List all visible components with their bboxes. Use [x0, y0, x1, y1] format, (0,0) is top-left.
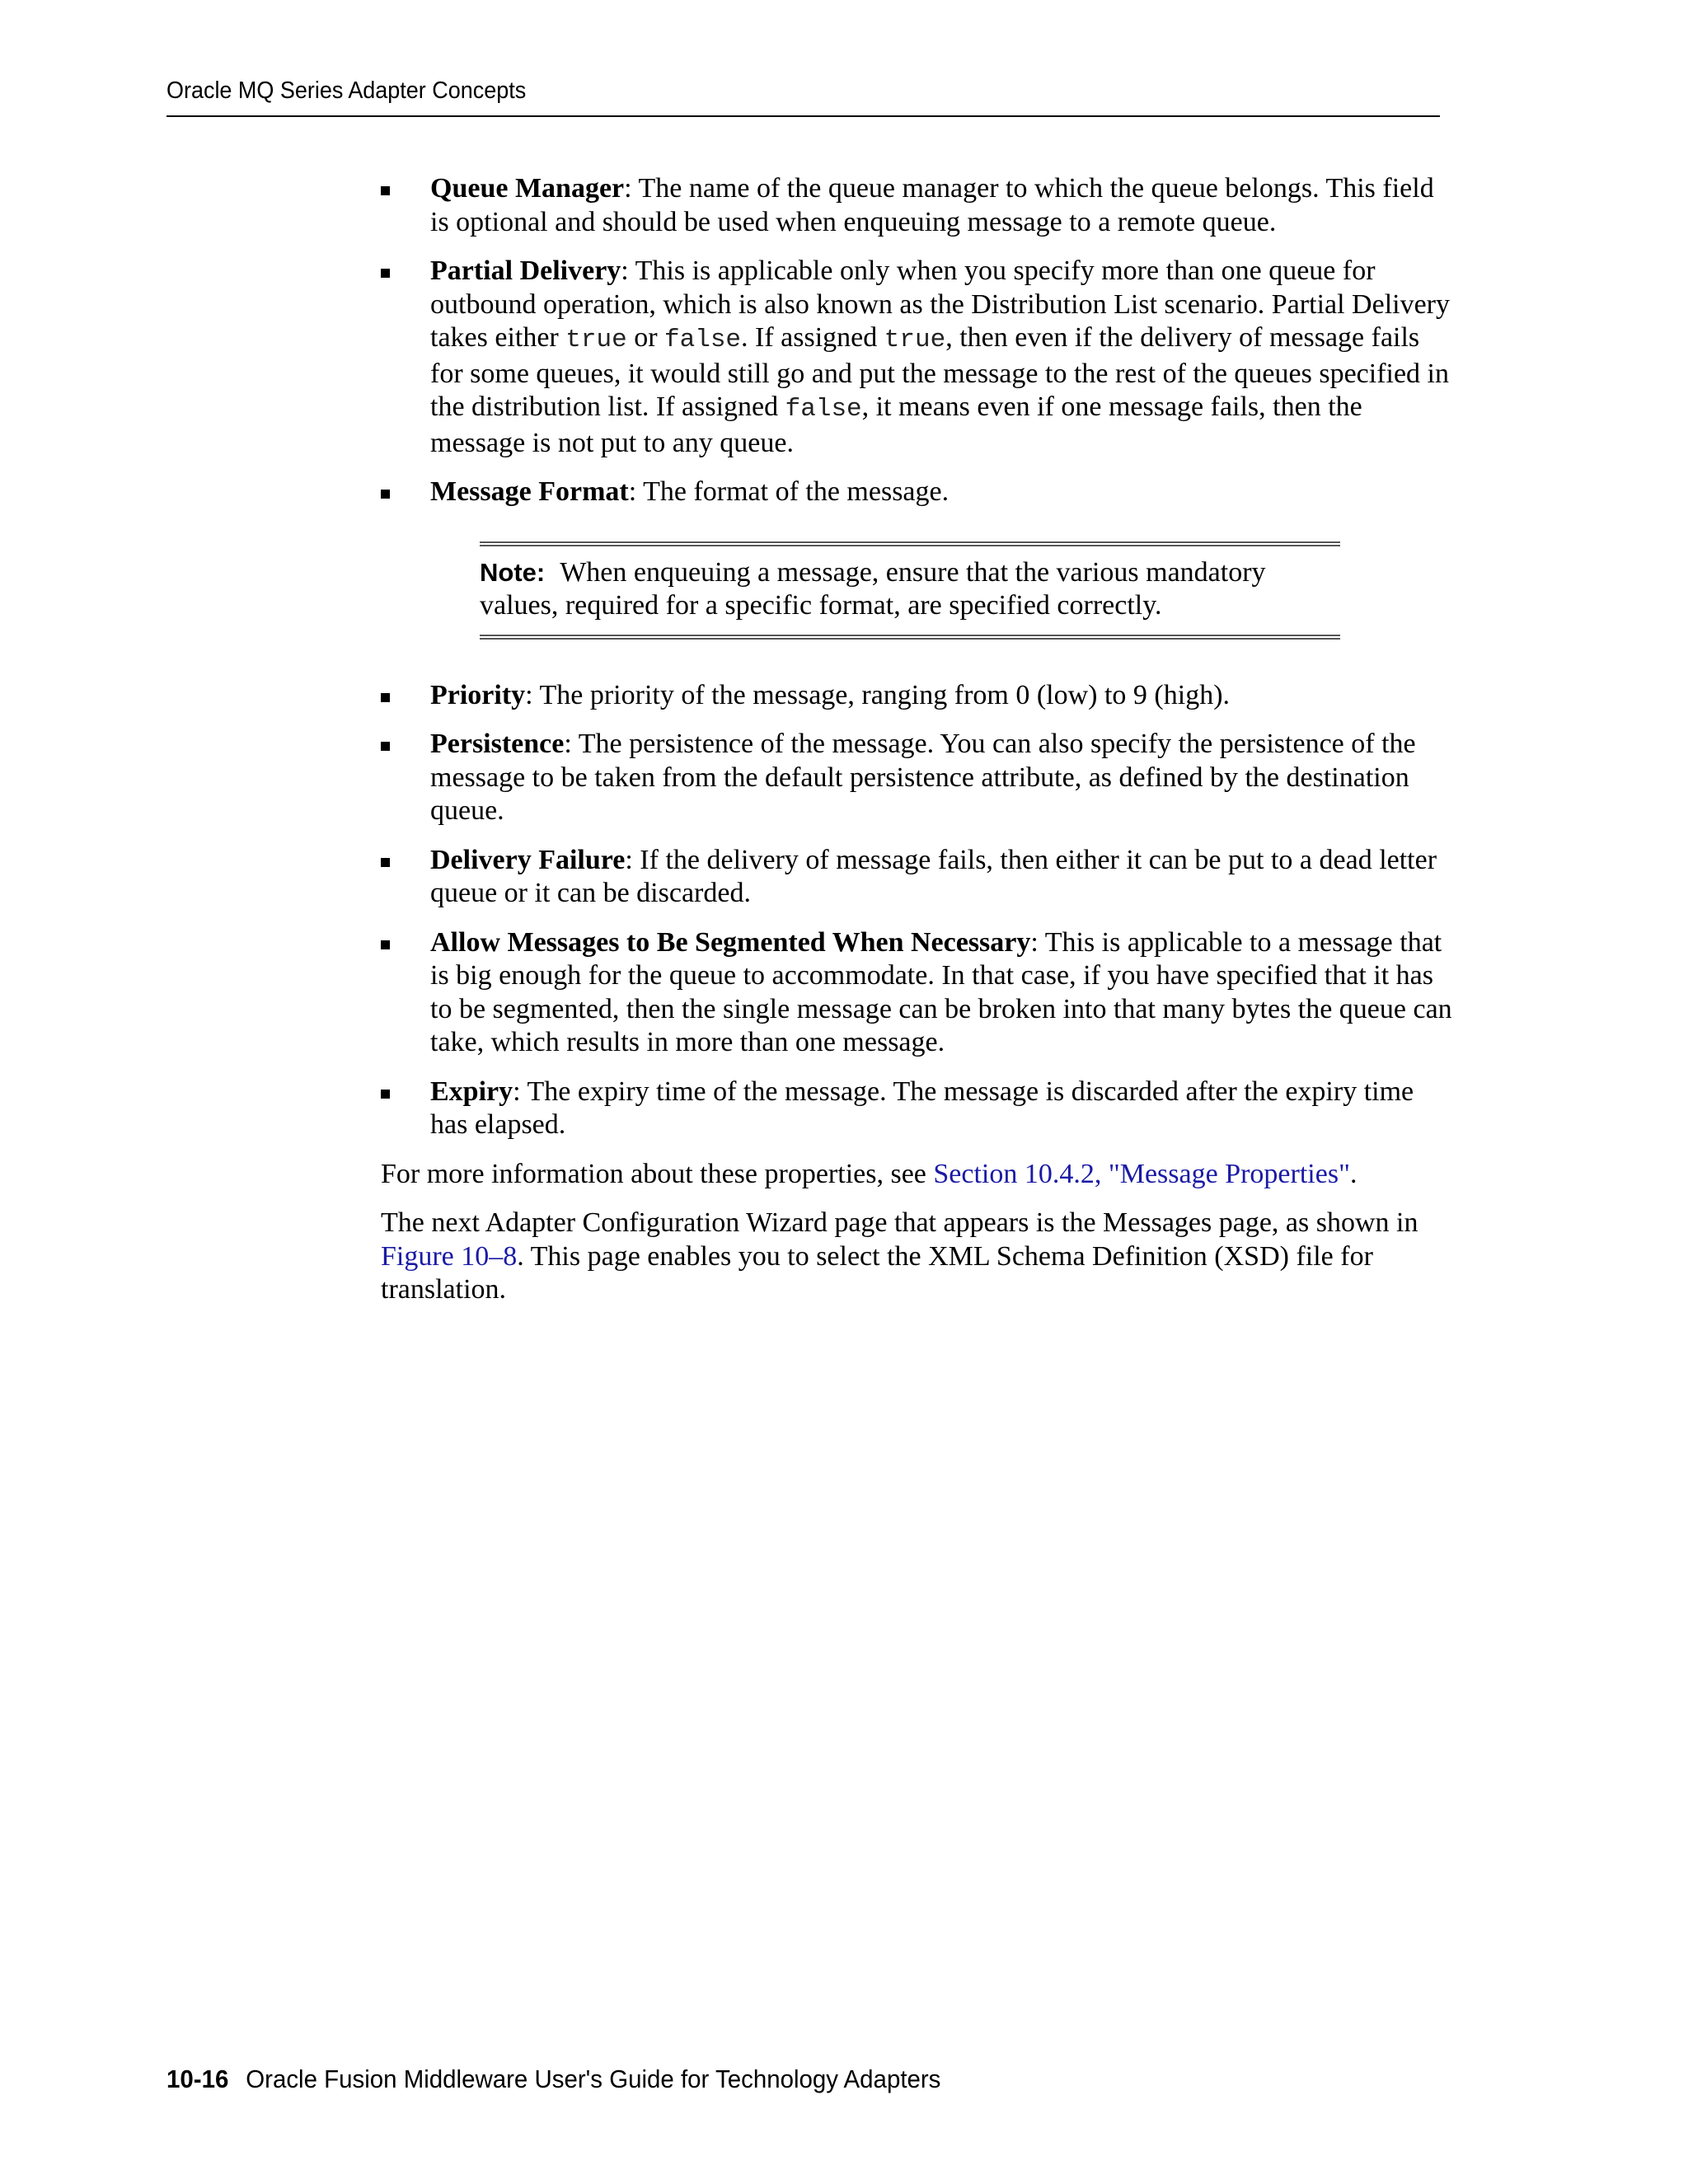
- term-partial-delivery: Partial Delivery: [430, 255, 621, 286]
- square-bullet-icon: [381, 490, 390, 499]
- list-item: [381, 1076, 1452, 1142]
- desc-text: , then even if the delivery of message fails for some queues, it would still go and put the message to the rest of the queues specified in the distribution list. If assigned: [430, 322, 1450, 422]
- para-text: .: [1349, 1158, 1357, 1189]
- note-box: [480, 541, 1340, 640]
- term-persistence: Persistence: [430, 729, 565, 759]
- figure-link[interactable]: Figure 10–8: [381, 1240, 518, 1272]
- square-bullet-icon: [381, 693, 390, 702]
- square-bullet-icon: [381, 186, 390, 195]
- desc-delivery-failure: : If the delivery of message fails, then either it can be put to a dead letter queue or it can be discarded.: [430, 844, 1437, 908]
- list-item: [381, 844, 1452, 911]
- square-bullet-icon: [381, 742, 390, 751]
- desc-priority: : The priority of the message, ranging from 0 (low) to 9 (high).: [525, 679, 1231, 710]
- more-info-paragraph: [381, 1158, 1452, 1192]
- para-text: . This page enables you to select the XML Schema Definition (XSD) file for translation.: [381, 1240, 1373, 1305]
- desc-text: , it means even if one message fails, then the message is not put to any queue.: [430, 391, 1362, 458]
- note-text: When enqueuing a message, ensure that the various mandatory values, required for a specific format, are specified correctly.: [480, 556, 1266, 621]
- list-item: [381, 476, 1452, 509]
- list-item: [381, 728, 1452, 828]
- list-item: [381, 926, 1452, 1060]
- note-label: Note:: [480, 557, 546, 587]
- desc-text: or: [626, 322, 665, 353]
- next-page-paragraph: [381, 1207, 1452, 1307]
- page-footer: [166, 2063, 940, 2096]
- code-false: false: [785, 395, 862, 424]
- para-text: For more information about these properties, see: [381, 1158, 934, 1189]
- square-bullet-icon: [381, 1090, 390, 1099]
- desc-allow-segmented: : This is applicable to a message that is big enough for the queue to accommodate. In that case, if you have specified that it has to be segmented, then the single message can be broken into that many bytes the queue can take, which results in more than one message.: [430, 926, 1452, 1057]
- running-header: Oracle MQ Series Adapter Concepts: [166, 77, 527, 104]
- code-true: true: [565, 326, 627, 354]
- desc-queue-manager: : The name of the queue manager to which the queue belongs. This field is optional and should be used when enqueuing message to a remote queue.: [430, 173, 1434, 237]
- desc-text: . If assigned: [741, 322, 884, 353]
- page-content: [381, 172, 1452, 1323]
- square-bullet-icon: [381, 269, 390, 278]
- list-item: [381, 679, 1452, 713]
- code-true: true: [884, 326, 946, 354]
- page-number: 10-16: [166, 2064, 229, 2093]
- term-delivery-failure: Delivery Failure: [430, 844, 626, 875]
- term-queue-manager: Queue Manager: [430, 173, 625, 204]
- desc-expiry: : The expiry time of the message. The message is discarded after the expiry time has elapsed.: [430, 1076, 1414, 1140]
- book-title: Oracle Fusion Middleware User's Guide for Technology Adapters: [246, 2064, 941, 2093]
- code-false: false: [664, 326, 742, 354]
- desc-message-format: : The format of the message.: [628, 476, 950, 507]
- desc-persistence: : The persistence of the message. You can also specify the persistence of the message to be taken from the default persistence attribute, as defined by the destination queue.: [430, 729, 1416, 826]
- term-priority: Priority: [430, 679, 526, 710]
- section-link[interactable]: Section 10.4.2, "Message Properties": [933, 1158, 1350, 1189]
- term-message-format: Message Format: [430, 476, 629, 507]
- property-list-top: [381, 172, 1452, 509]
- term-allow-segmented: Allow Messages to Be Segmented When Necessary: [430, 926, 1031, 958]
- property-list-bottom: [381, 679, 1452, 1142]
- header-rule: [166, 115, 1440, 117]
- square-bullet-icon: [381, 940, 390, 949]
- square-bullet-icon: [381, 858, 390, 867]
- para-text: The next Adapter Configuration Wizard page that appears is the Messages page, as shown in: [381, 1207, 1418, 1238]
- list-item: [381, 255, 1452, 460]
- desc-text: : This is applicable only when you specify more than one queue for outbound operation, which is also known as the Distribution List scenario. Partial Delivery takes either: [430, 255, 1450, 353]
- list-item: [381, 172, 1452, 239]
- term-expiry: Expiry: [430, 1076, 513, 1107]
